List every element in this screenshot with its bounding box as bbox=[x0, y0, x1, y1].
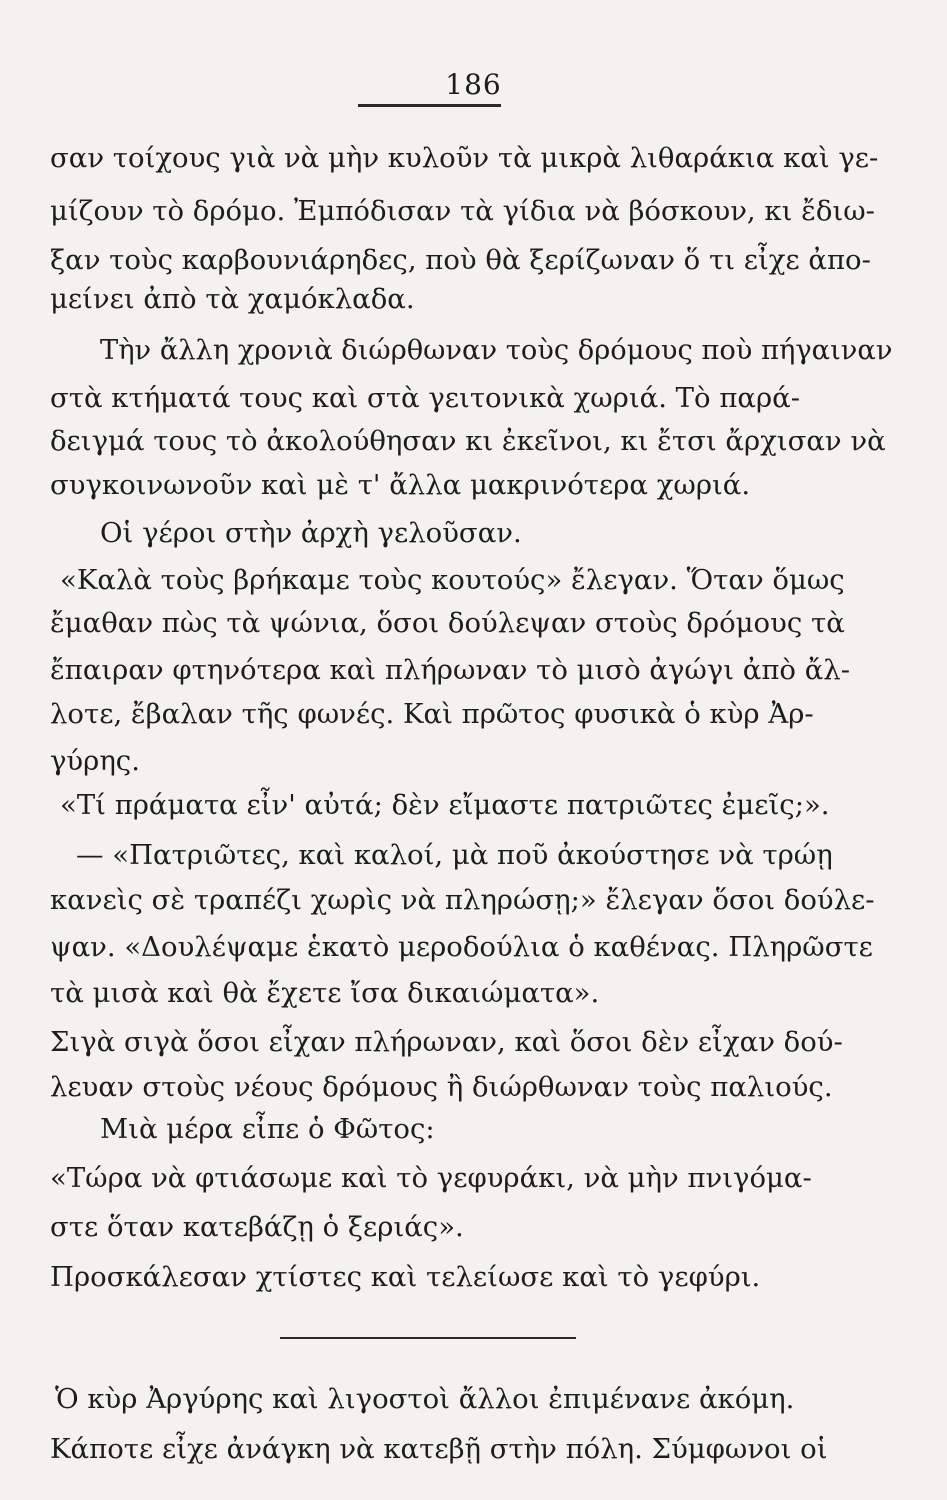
text-line: ξαν τοὺς καρβουνιάρηδες, ποὺ θὰ ξερίζωναν ὅ τι εἶχε ἀπο- bbox=[50, 244, 871, 276]
text-line: Οἱ γέροι στὴν ἀρχὴ γελοῦσαν. bbox=[100, 517, 522, 549]
text-line: «Τώρα νὰ φτιάσωμε καὶ τὸ γεφυράκι, νὰ μὴν πνιγόμα- bbox=[50, 1162, 812, 1194]
page-number-rule bbox=[358, 104, 501, 107]
footnote-separator bbox=[280, 1337, 576, 1339]
text-line: μίζουν τὸ δρόμο. Ἐμπόδισαν τὰ γίδια νὰ βόσκουν, κι ἔδιω- bbox=[50, 195, 875, 227]
text-line: συγκοινωνοῦν καὶ μὲ τ' ἄλλα μακρινότερα χωριά. bbox=[50, 469, 751, 501]
text-line: Τὴν ἄλλη χρονιὰ διώρθωναν τοὺς δρόμους ποὺ πήγαιναν bbox=[100, 334, 893, 366]
text-line: μείνει ἀπὸ τὰ χαμόκλαδα. bbox=[50, 283, 415, 315]
text-line: ἔπαιραν φτηνότερα καὶ πλήρωναν τὸ μισὸ ἀγώγι ἀπὸ ἄλ- bbox=[50, 654, 850, 686]
text-line: — «Πατριῶτες, καὶ καλοί, μὰ ποῦ ἀκούστησε νὰ τρώῃ bbox=[76, 839, 833, 871]
text-line: στὰ κτήματά τους καὶ στὰ γειτονικὰ χωριά. Τὸ παρά- bbox=[50, 382, 800, 414]
text-line: Σιγὰ σιγὰ ὅσοι εἶχαν πλήρωναν, καὶ ὅσοι δὲν εἶχαν δού- bbox=[50, 1026, 843, 1058]
text-line: Ὁ κὺρ Ἀργύρης καὶ λιγοστοὶ ἄλλοι ἐπιμένανε ἀκόμη. bbox=[55, 1383, 795, 1415]
text-line: γύρης. bbox=[50, 745, 140, 777]
text-line: κανεὶς σὲ τραπέζι χωρὶς νὰ πληρώσῃ;» ἔλεγαν ὅσοι δούλε- bbox=[50, 884, 875, 916]
text-line: ἔμαθαν πὼς τὰ ψώνια, ὅσοι δούλεψαν στοὺς δρόμους τὰ bbox=[50, 607, 845, 639]
text-line: Μιὰ μέρα εἶπε ὁ Φῶτος: bbox=[100, 1113, 435, 1145]
text-line: «Καλὰ τοὺς βρήκαμε τοὺς κουτούς» ἔλεγαν. Ὅταν ὅμως bbox=[60, 564, 845, 596]
text-line: Κάποτε εἶχε ἀνάγκη νὰ κατεβῇ στὴν πόλη. Σύμφωνοι οἱ bbox=[50, 1433, 828, 1465]
page-number: 186 bbox=[445, 68, 502, 101]
text-line: «Τί πράματα εἶν' αὐτά; δὲν εἴμαστε πατριῶτες ἐμεῖς;». bbox=[60, 789, 830, 821]
text-line: λοτε, ἔβαλαν τῆς φωνές. Καὶ πρῶτος φυσικὰ ὁ κὺρ Ἀρ- bbox=[50, 698, 814, 730]
text-line: τὰ μισὰ καὶ θὰ ἔχετε ἴσα δικαιώματα». bbox=[50, 977, 600, 1009]
text-line: ψαν. «Δουλέψαμε ἑκατὸ μεροδούλια ὁ καθένας. Πληρῶστε bbox=[50, 931, 873, 963]
text-line: σαν τοίχους γιὰ νὰ μὴν κυλοῦν τὰ μικρὰ λιθαράκια καὶ γε- bbox=[50, 142, 879, 174]
text-line: δειγμά τους τὸ ἀκολούθησαν κι ἐκεῖνοι, κι ἔτσι ἄρχισαν νὰ bbox=[50, 425, 886, 457]
text-line: στε ὅταν κατεβάζῃ ὁ ξεριάς». bbox=[50, 1211, 464, 1243]
text-line: Προσκάλεσαν χτίστες καὶ τελείωσε καὶ τὸ γεφύρι. bbox=[50, 1261, 761, 1293]
text-line: λευαν στοὺς νέους δρόμους ἢ διώρθωναν τοὺς παλιούς. bbox=[50, 1071, 833, 1103]
